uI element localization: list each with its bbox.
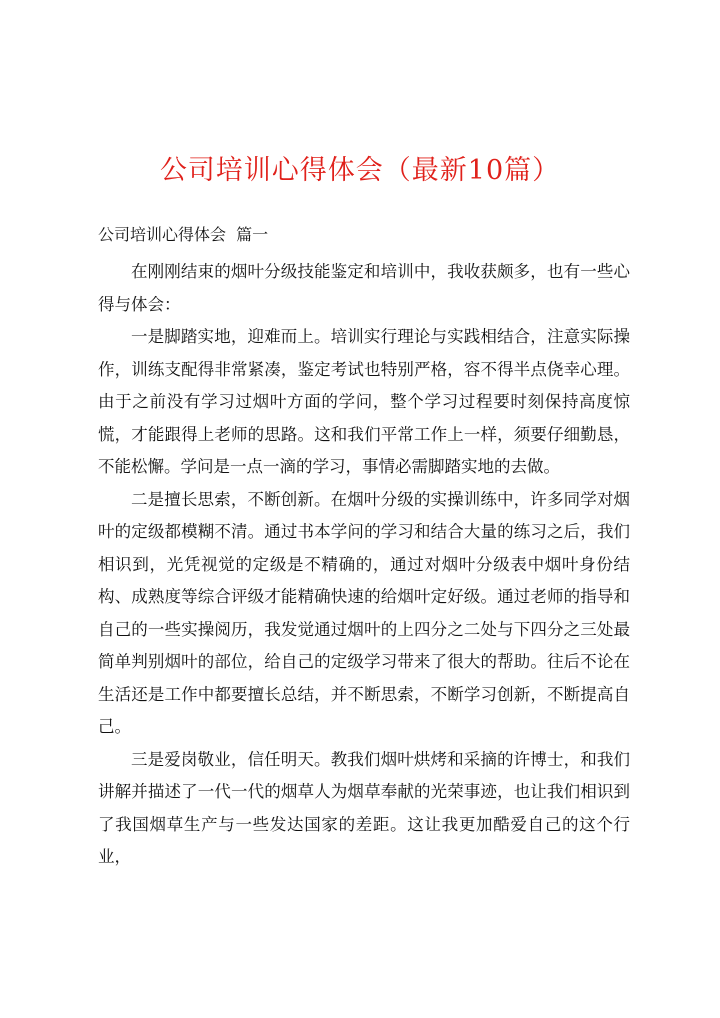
paragraph: 一是脚踏实地，迎难而上。培训实行理论与实践相结合，注意实际操作，训练支配得非常紧凑，鉴定考试也特别严格，容不得半点侥幸心理。由于之前没有学习过烟叶方面的学问，整个学习过程要时刻保持高度惊慌，才能跟得上老师的思路。这和我们平常工作上一样，须要仔细勤恳，不能松懈。学问是一点一滴的学习，事情必需脚踏实地的去做。 — [98, 327, 630, 476]
document-body — [98, 256, 630, 874]
document-title: 公司培训心得体会（最新10篇） — [159, 155, 561, 186]
paragraph: 二是擅长思索，不断创新。在烟叶分级的实操训练中，许多同学对烟叶的定级都模糊不清。通过书本学问的学习和结合大量的练习之后，我们相识到，光凭视觉的定级是不精确的，通过对烟叶分级表中烟叶身份结构、成熟度等综合评级才能精确快速的给烟叶定好级。通过老师的指导和自己的一些实操阅历，我发觉通过烟叶的上四分之二处与下四分之三处最简单判别烟叶的部位，给自己的定级学习带来了很大的帮助。往后不论在生活还是工作中都要擅长总结，并不断思索，不断学习创新，不断提高自己。 — [98, 489, 630, 736]
paragraph: 三是爱岗敬业，信任明天。教我们烟叶烘烤和采摘的许博士，和我们讲解并描述了一代一代的烟草人为烟草奉献的光荣事迹，也让我们相识到了我国烟草生产与一些发达国家的差距。这让我更加酷爱自己的这个行业， — [98, 749, 630, 866]
paragraph: 在刚刚结束的烟叶分级技能鉴定和培训中，我收获颇多，也有一些心得与体会： — [98, 262, 630, 314]
section-heading: 公司培训心得体会 篇一 — [98, 225, 269, 244]
